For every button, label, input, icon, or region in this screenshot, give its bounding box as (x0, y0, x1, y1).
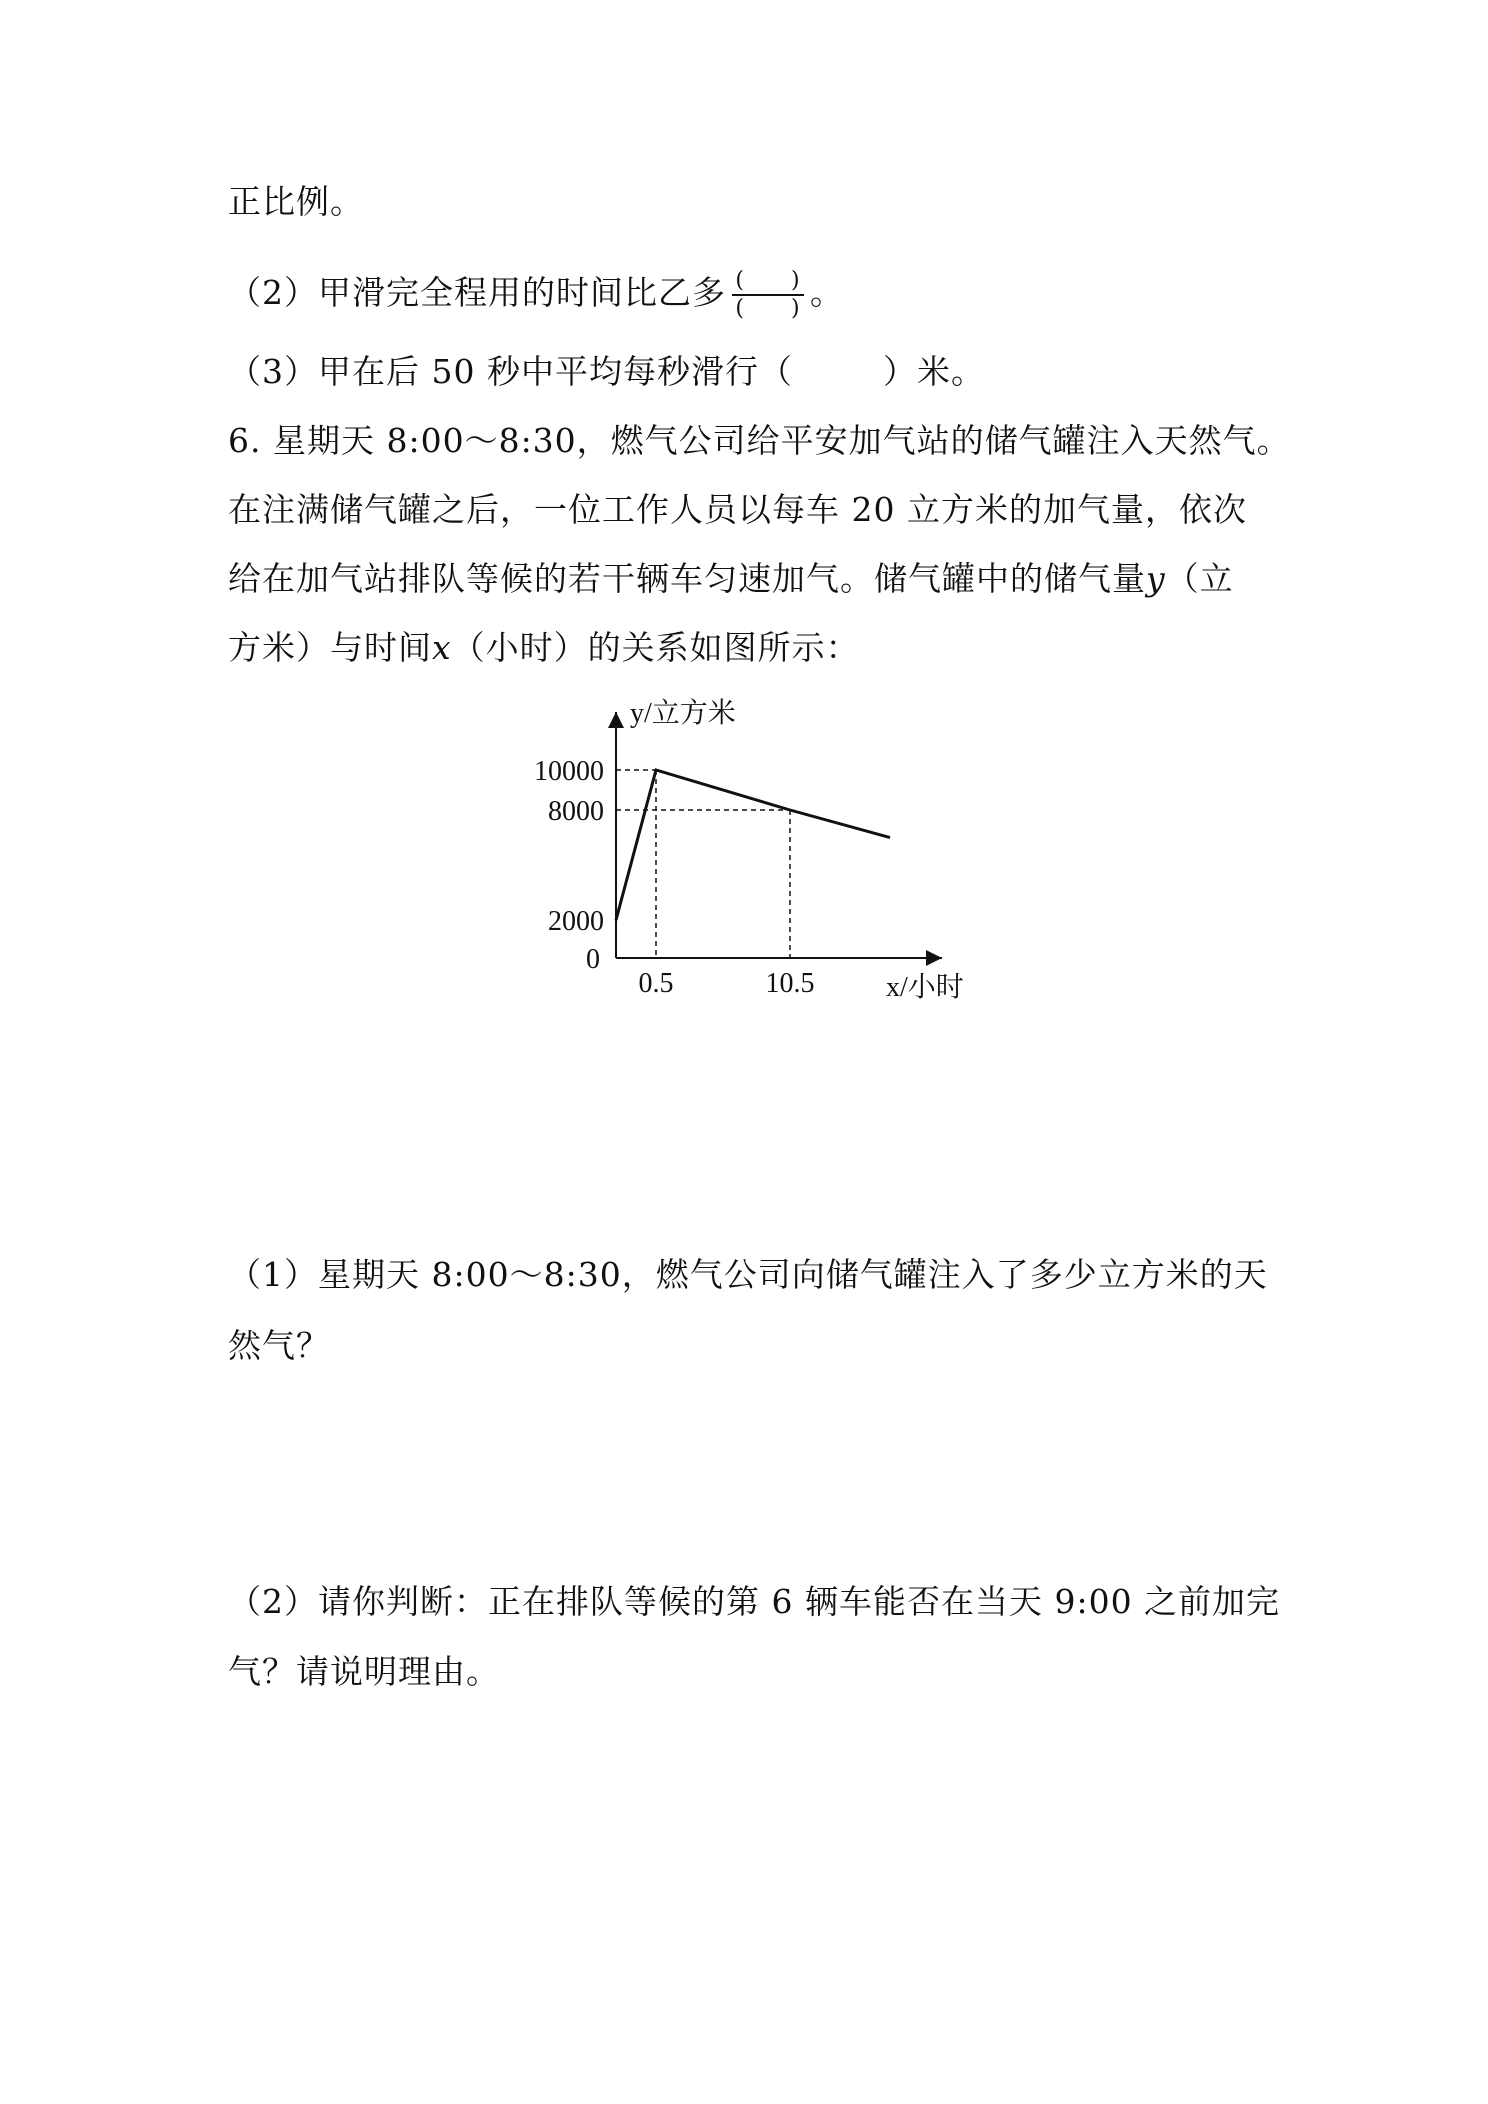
text-line-1: 正比例。 (228, 182, 364, 221)
sub-question-1-line-2: 然气？ (228, 1326, 330, 1365)
q2-suffix: 。 (810, 273, 844, 312)
fraction-numerator: ( ) (732, 268, 804, 296)
x-tick-10.5: 10.5 (765, 968, 815, 999)
x-tick-0.5: 0.5 (638, 968, 674, 999)
sub-question-1-line-1: （1）星期天 8:00～8:30，燃气公司向储气罐注入了多少立方米的天 (228, 1255, 1268, 1294)
sub-question-2-line-2: 气？请说明理由。 (228, 1652, 500, 1691)
sub-question-2-line-1: （2）请你判断：正在排队等候的第 6 辆车能否在当天 9:00 之前加完 (228, 1582, 1281, 1621)
series-line-0 (616, 770, 890, 920)
q3-prefix: （3）甲在后 50 秒中平均每秒滑行（ (228, 352, 793, 391)
q3-suffix: ）米。 (882, 352, 985, 391)
x-axis-label: x/小时 (886, 972, 964, 1003)
y-axis-label: y/立方米 (630, 698, 736, 729)
var-x: x (432, 628, 452, 667)
y-tick-8000: 8000 (548, 796, 604, 827)
q2-prefix: （2）甲滑完全程用的时间比乙多 (228, 273, 726, 312)
line3-prefix: 给在加气站排队等候的若干辆车匀速加气。储气罐中的储气量 (228, 559, 1146, 598)
line4-prefix: 方米）与时间 (228, 628, 432, 667)
problem-6-line-2: 在注满储气罐之后，一位工作人员以每车 20 立方米的加气量，依次 (228, 490, 1247, 529)
line4-suffix: （小时）的关系如图所示： (451, 628, 860, 667)
fraction-denominator: ( ) (735, 296, 801, 321)
y-tick-10000: 10000 (534, 756, 604, 787)
y-tick-2000: 2000 (548, 906, 604, 937)
problem-6-line-1: 6. 星期天 8:00～8:30，燃气公司给平安加气站的储气罐注入天然气。 (228, 421, 1291, 460)
line3-suffix: （立 (1165, 559, 1234, 598)
var-y: y (1146, 559, 1166, 598)
origin-label: 0 (586, 944, 600, 975)
